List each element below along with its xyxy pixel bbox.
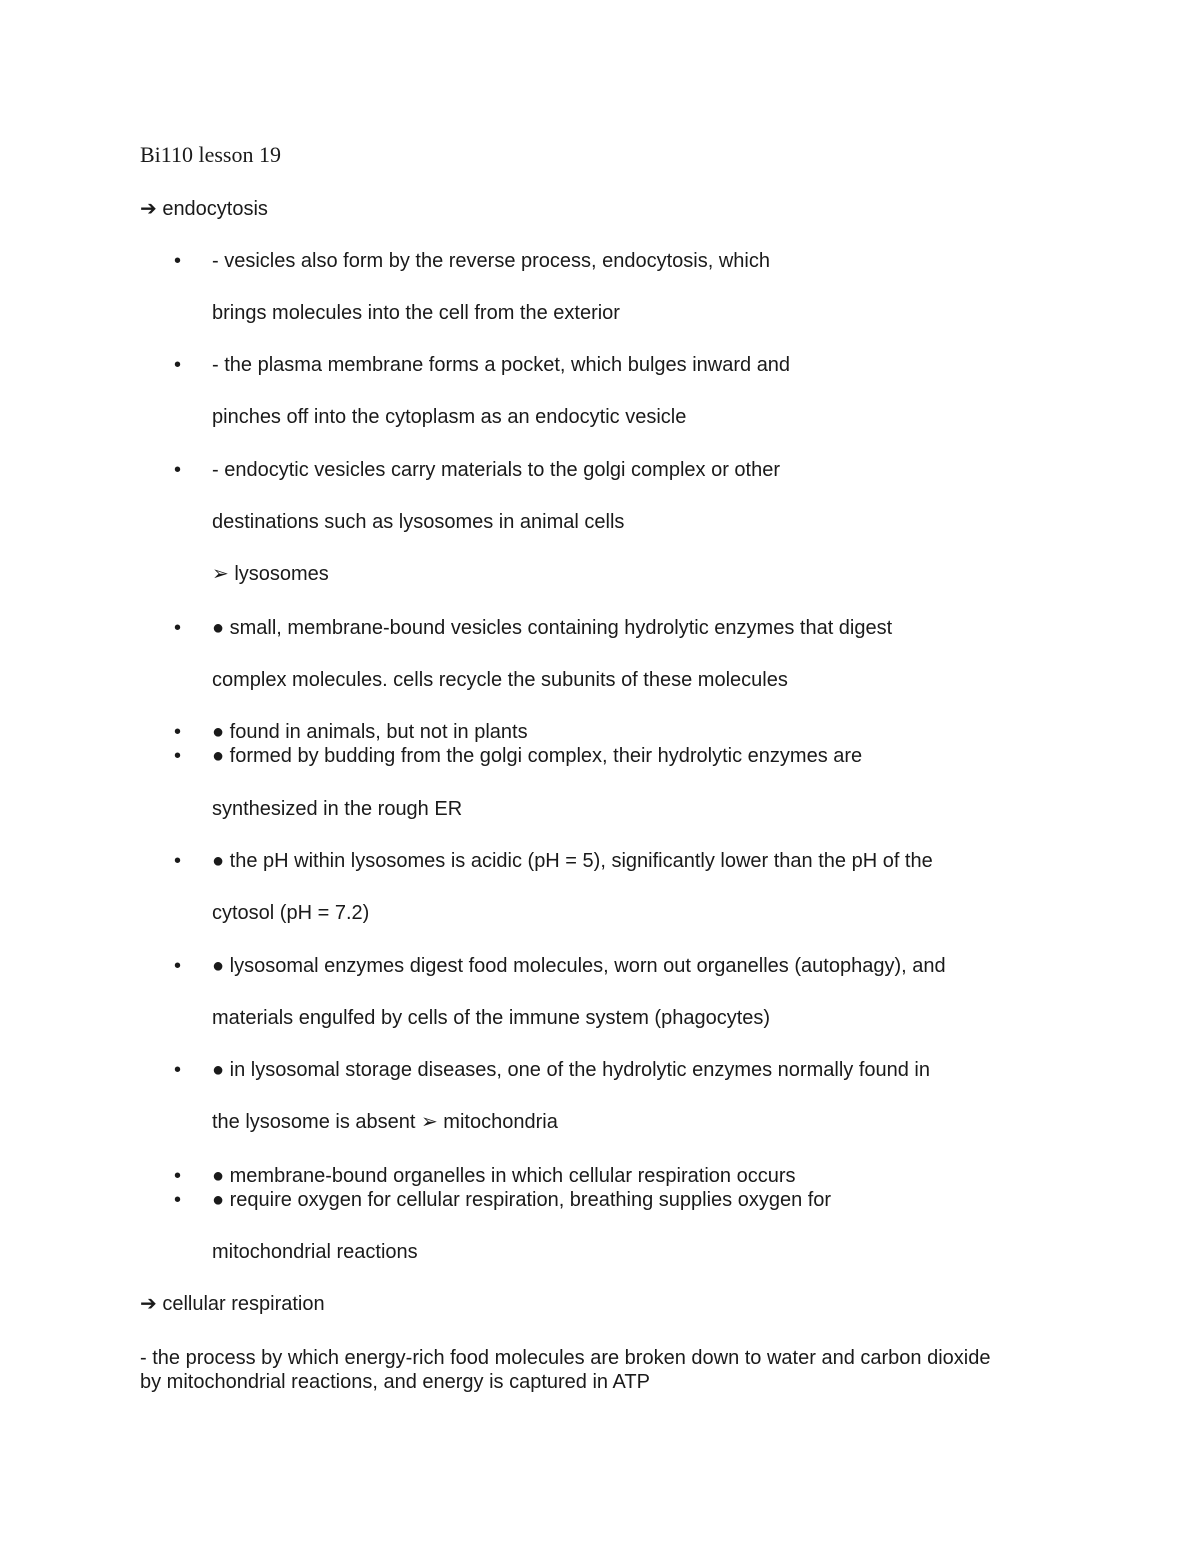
- bullet-icon: •: [174, 617, 182, 639]
- list-item-continuation: cytosol (pH = 7.2): [212, 902, 370, 924]
- bullet-icon: •: [174, 955, 182, 977]
- list-item: ● found in animals, but not in plants: [212, 721, 528, 743]
- paragraph-line: by mitochondrial reactions, and energy is captured in ATP: [140, 1371, 650, 1393]
- bullet-icon: •: [174, 850, 182, 872]
- list-item: ● lysosomal enzymes digest food molecules, worn out organelles (autophagy), and: [212, 955, 946, 977]
- list-item: ● require oxygen for cellular respiration, breathing supplies oxygen for: [212, 1189, 832, 1211]
- list-item: ● formed by budding from the golgi complex, their hydrolytic enzymes are: [212, 745, 863, 767]
- list-item: ● membrane-bound organelles in which cellular respiration occurs: [212, 1165, 796, 1187]
- bullet-icon: •: [174, 721, 182, 743]
- bullet-icon: •: [174, 745, 182, 767]
- list-item: ● in lysosomal storage diseases, one of the hydrolytic enzymes normally found in: [212, 1059, 930, 1081]
- list-item-continuation: materials engulfed by cells of the immune system (phagocytes): [212, 1007, 771, 1029]
- list-item-continuation: mitochondrial reactions: [212, 1241, 418, 1263]
- list-item: ● small, membrane-bound vesicles containing hydrolytic enzymes that digest: [212, 617, 893, 639]
- page-title: Bi110 lesson 19: [140, 142, 281, 167]
- bullet-icon: •: [174, 459, 182, 481]
- list-item-continuation: destinations such as lysosomes in animal cells: [212, 511, 625, 533]
- list-item-continuation: brings molecules into the cell from the exterior: [212, 302, 620, 324]
- bullet-icon: •: [174, 1165, 182, 1187]
- list-item-continuation: pinches off into the cytoplasm as an endocytic vesicle: [212, 406, 687, 428]
- list-item: - endocytic vesicles carry materials to the golgi complex or other: [212, 459, 781, 481]
- heading-endocytosis: ➔ endocytosis: [140, 198, 268, 220]
- list-item: - the plasma membrane forms a pocket, which bulges inward and: [212, 354, 791, 376]
- list-item: - vesicles also form by the reverse process, endocytosis, which: [212, 250, 770, 272]
- bullet-icon: •: [174, 354, 182, 376]
- subheading-lysosomes: ➢ lysosomes: [212, 563, 329, 585]
- heading-cellular-respiration: ➔ cellular respiration: [140, 1293, 325, 1315]
- list-item-continuation: synthesized in the rough ER: [212, 798, 463, 820]
- list-item: ● the pH within lysosomes is acidic (pH = 5), significantly lower than the pH of the: [212, 850, 933, 872]
- list-item-continuation: the lysosome is absent ➢ mitochondria: [212, 1111, 558, 1133]
- bullet-icon: •: [174, 1059, 182, 1081]
- paragraph-line: - the process by which energy-rich food molecules are broken down to water and carbon dioxide: [140, 1347, 991, 1369]
- bullet-icon: •: [174, 1189, 182, 1211]
- list-item-continuation: complex molecules. cells recycle the subunits of these molecules: [212, 669, 788, 691]
- bullet-icon: •: [174, 250, 182, 272]
